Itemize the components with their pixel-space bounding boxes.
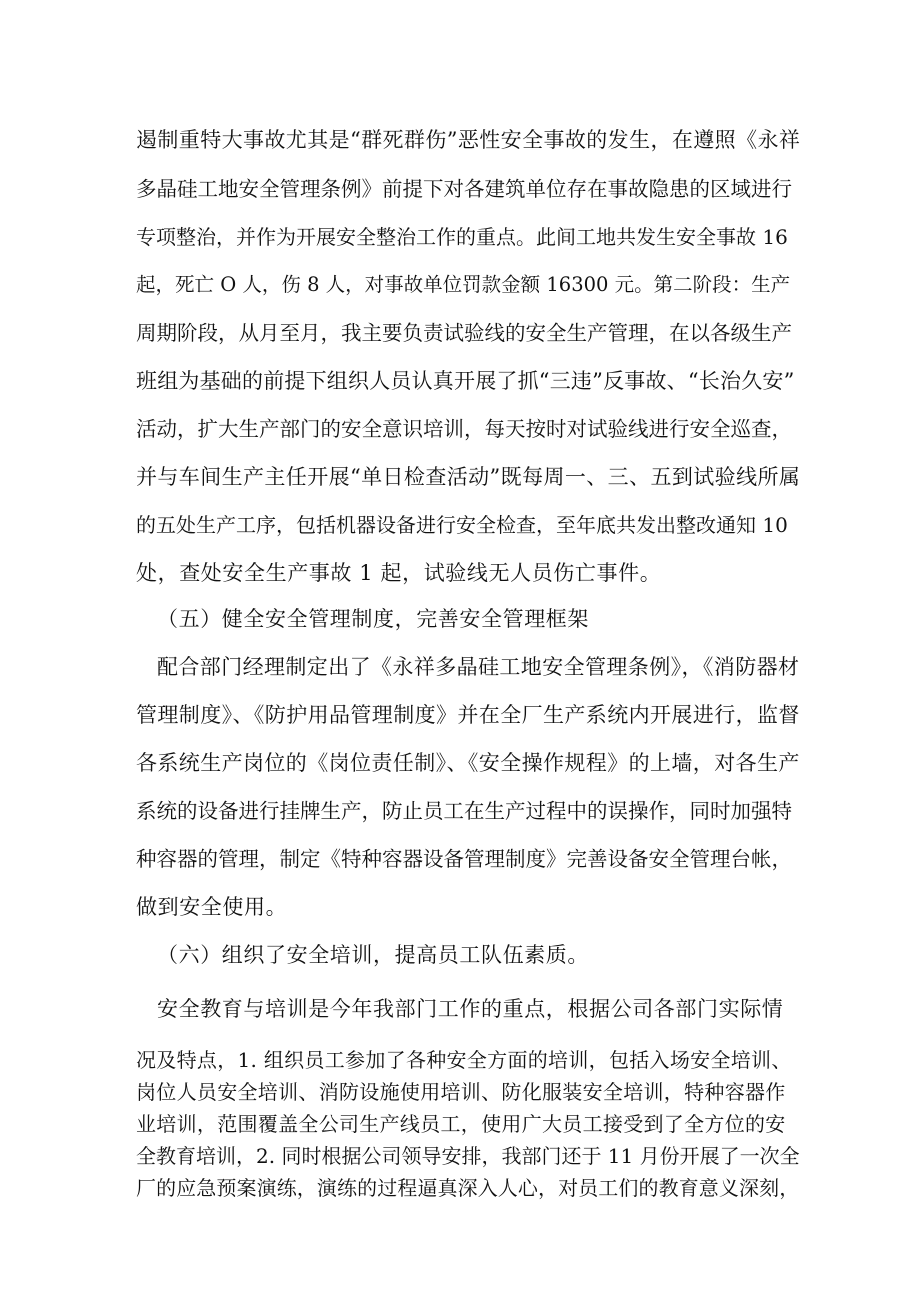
paragraph-1-line: 的五处生产工序，包括机器设备进行安全检查，至年底共发出整改通知 10 [136, 513, 788, 537]
paragraph-3-line: 岗位人员安全培训、消防设施使用培训、防化服装安全培训，特种容器作 [136, 1080, 786, 1104]
paragraph-3-line: 业培训，范围覆盖全公司生产线员工，使用广大员工接受到了全方位的安 [136, 1112, 786, 1136]
paragraph-2-line: 种容器的管理，制定《特种容器设备管理制度》完善设备安全管理台帐， [136, 847, 792, 871]
section-heading-6: （六）组织了安全培训，提高员工队伍素质。 [157, 943, 589, 967]
paragraph-2-line: 管理制度》、《防护用品管理制度》并在全厂生产系统内开展进行，监督 [136, 703, 800, 727]
paragraph-3-line: 安全教育与培训是今年我部门工作的重点，根据公司各部门实际情 [157, 997, 784, 1021]
paragraph-2-line: 各系统生产岗位的《岗位责任制》、《安全操作规程》的上墙，对各生产 [136, 751, 800, 775]
paragraph-1-line: 多晶硅工地安全管理条例》前提下对各建筑单位存在事故隐患的区域进行 [136, 177, 792, 201]
paragraph-1-line: 周期阶段，从月至月，我主要负责试验线的安全生产管理，在以各级生产 [136, 321, 792, 345]
paragraph-3-line: 全教育培训，2. 同时根据公司领导安排，我部门还于 11 月份开展了一次全 [136, 1144, 800, 1168]
paragraph-1-line: 专项整治，并作为开展安全整治工作的重点。此间工地共发生安全事故 16 [136, 225, 788, 249]
paragraph-2-line: 系统的设备进行挂牌生产，防止员工在生产过程中的误操作，同时加强特 [136, 799, 792, 823]
paragraph-3-line: 况及特点，1. 组织员工参加了各种安全方面的培训，包括入场安全培训、 [136, 1048, 792, 1072]
paragraph-1-line: 班组为基础的前提下组织人员认真开展了抓“三违”反事故、“长治久安” [136, 369, 795, 393]
paragraph-3-line: 厂的应急预案演练，演练的过程逼真深入人心，对员工们的教育意义深刻， [136, 1176, 800, 1200]
paragraph-1-line: 并与车间生产主任开展“单日检查活动”既每周一、三、五到试验线所属 [136, 465, 801, 489]
paragraph-1-line: 活动，扩大生产部门的安全意识培训，每天按时对试验线进行安全巡查， [136, 417, 792, 441]
paragraph-1-line: 处，查处安全生产事故 1 起，试验线无人员伤亡事件。 [136, 561, 662, 585]
paragraph-1-line: 遏制重特大事故尤其是“群死群伤”恶性安全事故的发生，在遵照《永祥 [136, 128, 801, 152]
section-heading-5: （五）健全安全管理制度，完善安全管理框架 [157, 607, 589, 631]
paragraph-2-line: 配合部门经理制定出了《永祥多晶硅工地安全管理条例》，《消防器材 [157, 655, 800, 679]
paragraph-2-line: 做到安全使用。 [136, 895, 288, 919]
paragraph-1-line: 起，死亡 O 人，伤 8 人，对事故单位罚款金额 16300 元。第二阶段：生产 [136, 273, 791, 296]
